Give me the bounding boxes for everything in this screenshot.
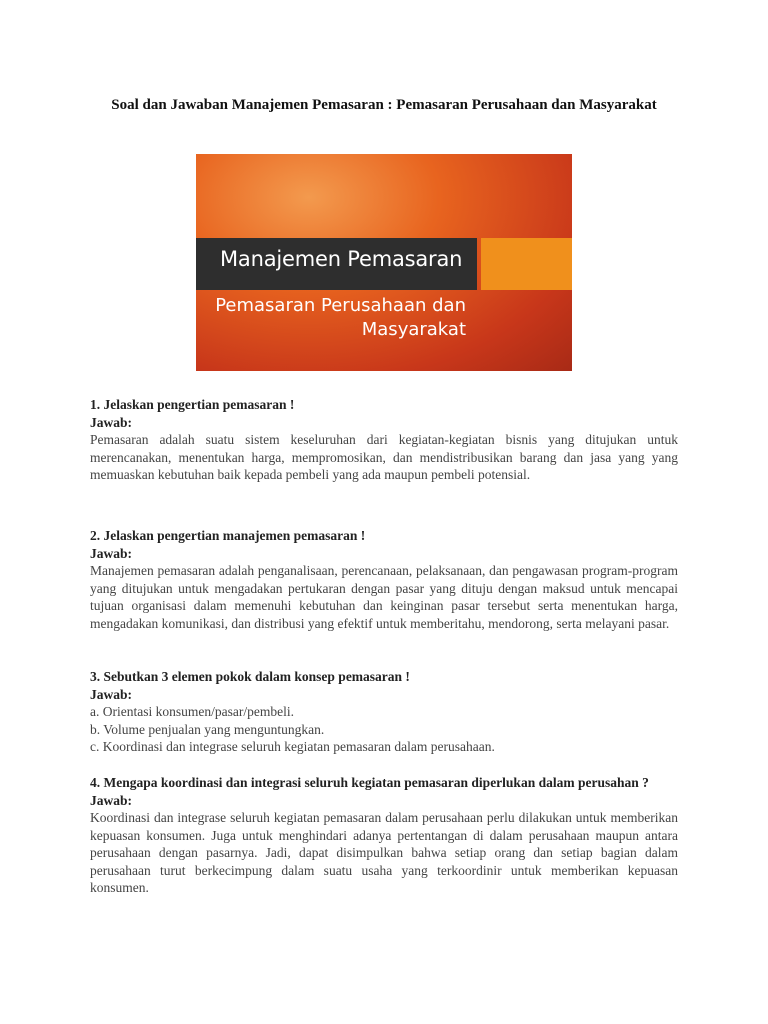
answer-text: Manajemen pemasaran adalah penganalisaan, perencanaan, pelaksanaan, dan pengawasan program-program yang ditujukan untuk mengadakan pertukaran dengan pasar yang dituju dengan maksud untuk mencapai tujuan organisasi dalam memenuhi kebutuhan dan keinginan pasar tersebut serta menentukan harga, mengadakan komunikasi, dan distribusi yang efektif untuk memberitahu, mendorong, serta melayani pasar. [90,563,678,631]
banner-subtitle [215,294,466,342]
list-item: a. Orientasi konsumen/pasar/pembeli. [90,704,294,719]
list-item: c. Koordinasi dan integrase seluruh kegiatan pemasaran dalam perusahaan. [90,739,495,754]
question: 4. Mengapa koordinasi dan integrasi seluruh kegiatan pemasaran diperlukan dalam perusahan ? [90,775,649,790]
answer-text: Pemasaran adalah suatu sistem keseluruhan dari kegiatan-kegiatan bisnis yang ditujukan untuk merencanakan, menentukan harga, mempromosikan, dan mendistribusikan barang dan jasa yang yang memuaskan kebutuhan baik kepada pembeli yang ada maupun pembeli potensial. [90,432,678,482]
qa-block-2 [90,527,678,632]
answer-label: Jawab: [90,686,133,702]
answer-label: Jawab: [90,545,133,561]
question: 3. Sebutkan 3 elemen pokok dalam konsep pemasaran ! [90,669,410,684]
banner-image [196,154,572,371]
answer-text: Koordinasi dan integrase seluruh kegiatan pemasaran dalam perusahaan perlu dilakukan untuk memberikan kepuasan konsumen. Juga untuk menghindari adanya pertentangan di dalam perusahaan maupun antara perusahaan dengan pasarnya. Jadi, dapat disimpulkan bahwa setiap orang dan setiap bagian dalam perusahaan turut berkecimpung dalam suatu usaha yang terkoordinir untuk memberikan kepuasan konsumen. [90,810,678,895]
list-item: b. Volume penjualan yang menguntungkan. [90,721,325,737]
answer-label: Jawab: [90,414,133,430]
banner-subtitle-line2: Masyarakat [361,319,466,340]
question: 1. Jelaskan pengertian pemasaran ! [90,397,295,412]
qa-block-4 [90,774,678,897]
question: 2. Jelaskan pengertian manajemen pemasaran ! [90,528,366,543]
document-title: Soal dan Jawaban Manajemen Pemasaran : Pemasaran Perusahaan dan Masyarakat [111,97,657,113]
banner-subtitle-line1: Pemasaran Perusahaan dan [215,295,466,316]
qa-block-3 [90,668,678,756]
banner-title: Manajemen Pemasaran [220,247,463,271]
qa-block-1 [90,396,678,484]
banner-accent-bar [481,238,572,290]
answer-label: Jawab: [90,792,133,808]
